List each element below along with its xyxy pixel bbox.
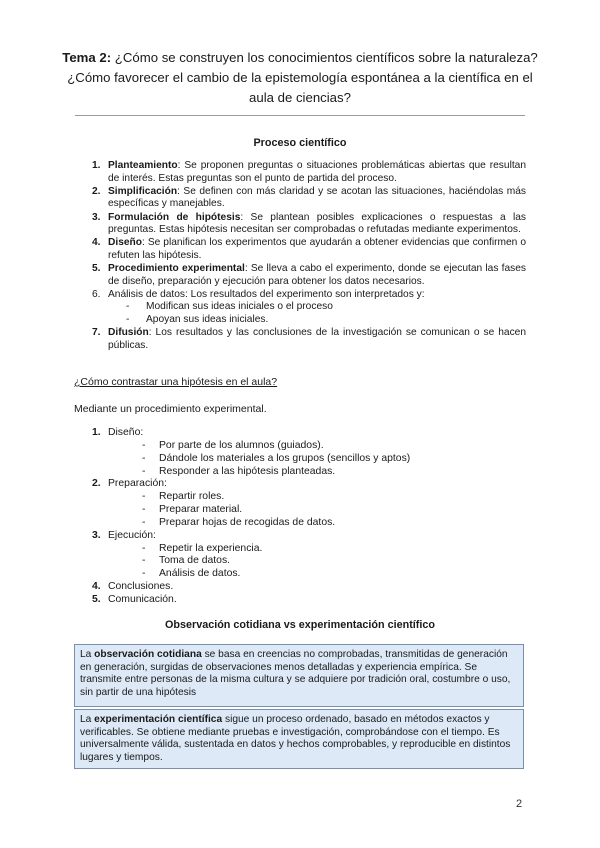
list-item bbox=[92, 160, 526, 185]
sub-list-item bbox=[108, 504, 526, 517]
step-term: Procedimiento experimental bbox=[108, 263, 245, 275]
step-label: Comunicación. bbox=[108, 593, 177, 605]
box-text: sigue un proceso ordenado, basado en métodos exactos y verificables. Se obtiene mediante pruebas e investigación, comprobándose con el tiempo. Es universalmente válida, sustentada en datos y hechos comprobables, y reproducible en distintos lugares y tiempos. bbox=[80, 714, 511, 763]
list-item bbox=[92, 594, 526, 607]
sub-list-item bbox=[108, 543, 526, 556]
step-text: : Se definen con más claridad y se acotan las situaciones, haciéndolas más específicas y manejables. bbox=[108, 185, 526, 210]
list-item bbox=[92, 212, 526, 237]
process-steps-list bbox=[92, 160, 526, 353]
dash-bullet: - bbox=[142, 491, 146, 503]
step-term: Simplificación bbox=[108, 185, 178, 197]
step-label: Ejecución: bbox=[108, 529, 156, 541]
dash-bullet: - bbox=[126, 301, 130, 313]
step-text: : Se plantean posibles explicaciones o respuestas a las preguntas. Estas hipótesis necesitan ser comprobadas o refutadas mediante experimentos. bbox=[108, 211, 526, 236]
dash-bullet: - bbox=[126, 313, 130, 325]
experiment-steps-list bbox=[92, 427, 526, 607]
dash-bullet: - bbox=[142, 452, 146, 464]
sub-item-text: Modifican sus ideas iniciales o el proceso bbox=[146, 301, 333, 313]
box-text-lead: La bbox=[80, 714, 95, 725]
step-number: 1. bbox=[92, 160, 101, 171]
dash-bullet: - bbox=[142, 465, 146, 477]
sub-list-item bbox=[108, 555, 526, 568]
dash-bullet: - bbox=[142, 516, 146, 528]
step-label: Preparación: bbox=[108, 478, 167, 490]
box-term: observación cotidiana bbox=[94, 649, 202, 660]
topic-title: ¿Cómo se construyen los conocimientos científicos sobre la naturaleza? ¿Cómo favorecer el cambio de la epistemología espontánea a la científica en el aula de ciencias? bbox=[67, 50, 538, 105]
experimentation-box bbox=[74, 709, 524, 769]
sub-item-text: Toma de datos. bbox=[159, 555, 231, 567]
dash-bullet: - bbox=[142, 568, 146, 580]
list-item bbox=[92, 427, 526, 478]
step-number: 6. bbox=[92, 288, 101, 300]
sub-list-item bbox=[108, 466, 526, 479]
step-term: Formulación de hipótesis bbox=[108, 211, 241, 223]
sub-item-text: Repetir la experiencia. bbox=[159, 542, 263, 554]
list-item bbox=[92, 263, 526, 288]
step-text: Análisis de datos: Los resultados del experimento son interpretados y: bbox=[108, 288, 425, 300]
list-item bbox=[92, 581, 526, 594]
sub-item-text: Análisis de datos. bbox=[159, 568, 241, 580]
observation-box bbox=[74, 644, 524, 707]
page-title bbox=[60, 48, 540, 108]
list-item bbox=[92, 327, 526, 352]
step-number: 2. bbox=[92, 185, 101, 197]
sub-item-text: Dándole los materiales a los grupos (sencillos y aptos) bbox=[159, 452, 411, 464]
sub-item-text: Preparar hojas de recogidas de datos. bbox=[159, 516, 336, 528]
list-item bbox=[92, 237, 526, 262]
dash-bullet: - bbox=[142, 504, 146, 516]
box-text-lead: La bbox=[80, 649, 95, 660]
sub-list-item bbox=[108, 314, 526, 327]
step-number: 3. bbox=[92, 211, 101, 223]
box-term: experimentación científica bbox=[94, 714, 223, 725]
list-item bbox=[92, 186, 526, 211]
sub-item-text: Preparar material. bbox=[159, 504, 243, 516]
step-term: Diseño bbox=[108, 237, 142, 249]
step-number: 4. bbox=[92, 581, 101, 593]
sub-item-text: Por parte de los alumnos (guiados). bbox=[159, 439, 324, 451]
step-text: : Se planifican los experimentos que ayudarán a obtener evidencias que confirmen o refuten las hipótesis. bbox=[108, 237, 526, 261]
dash-bullet: - bbox=[142, 542, 146, 554]
step-number: 4. bbox=[92, 237, 101, 249]
box-text: se basa en creencias no comprobadas, transmitidas de generación en generación, surgidas de observaciones menos detalladas y experiencia empírica. Se transmite entre personas de la misma cultura y se adquiere por tradición oral, costumbre o uso, sin partir de una hipótesis bbox=[80, 649, 511, 698]
step-term: Planteamiento bbox=[108, 160, 178, 171]
step-number: 5. bbox=[92, 263, 101, 275]
hypothesis-intro: Mediante un procedimiento experimental. bbox=[74, 403, 267, 415]
step-number: 2. bbox=[92, 478, 101, 490]
sub-item-text: Apoyan sus ideas iniciales. bbox=[146, 313, 269, 325]
topic-label: Tema 2: bbox=[62, 50, 112, 65]
dash-bullet: - bbox=[142, 555, 146, 567]
step-label: Conclusiones. bbox=[108, 581, 174, 593]
sub-list-item bbox=[108, 301, 526, 314]
dash-bullet: - bbox=[142, 439, 146, 451]
step-number: 7. bbox=[92, 327, 101, 339]
step-number: 1. bbox=[92, 427, 101, 438]
step-number: 5. bbox=[92, 593, 101, 605]
sub-list-item bbox=[108, 453, 526, 466]
step-text: : Los resultados y las conclusiones de la investigación se comunican o se hacen públicas. bbox=[108, 327, 526, 351]
sub-list-item bbox=[108, 491, 526, 504]
list-item bbox=[92, 530, 526, 581]
list-item bbox=[92, 478, 526, 529]
step-text: : Se lleva a cabo el experimento, donde se ejecutan las fases de diseño, preparación y ejecución para obtener los datos necesarios. bbox=[108, 263, 526, 287]
step-term: Difusión bbox=[108, 327, 149, 339]
page-number: 2 bbox=[516, 798, 523, 810]
sub-list-item bbox=[108, 440, 526, 453]
sub-list-item bbox=[108, 568, 526, 581]
sub-list-item bbox=[108, 517, 526, 530]
step-text: : Se proponen preguntas o situaciones problemáticas abiertas que resultan de interés. Estas preguntas son el punto de partida del proceso. bbox=[108, 160, 526, 184]
sub-item-text: Responder a las hipótesis planteadas. bbox=[159, 465, 336, 477]
sub-item-text: Repartir roles. bbox=[159, 491, 225, 503]
step-label: Diseño: bbox=[108, 427, 144, 438]
step-number: 3. bbox=[92, 529, 101, 541]
hypothesis-question: ¿Cómo contrastar una hipótesis en el aula? bbox=[74, 376, 278, 388]
list-item bbox=[92, 289, 526, 327]
section-heading-observacion: Observación cotidiana vs experimentación científico bbox=[164, 619, 435, 631]
section-heading-proceso: Proceso científico bbox=[253, 137, 347, 149]
title-divider bbox=[75, 115, 525, 116]
